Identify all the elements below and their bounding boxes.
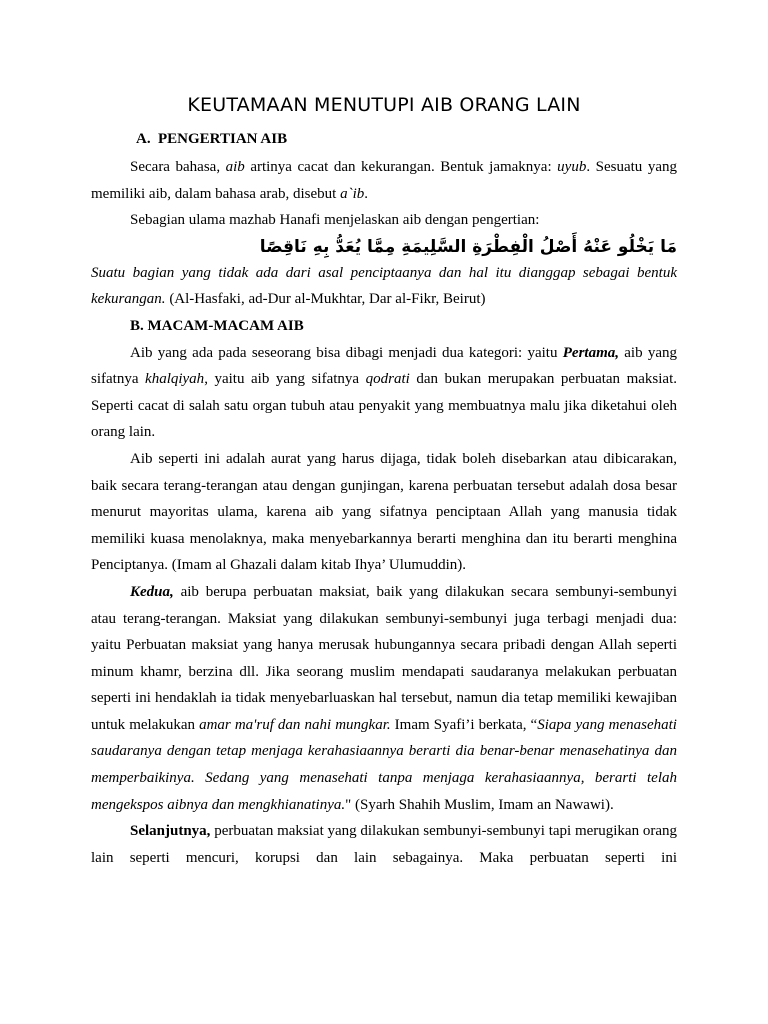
italic-term: khalqiyah (145, 371, 205, 388)
italic-term: uyub (557, 159, 587, 175)
paragraph-selanjutnya (91, 818, 677, 871)
section-a-title: PENGERTIAN AIB (158, 131, 288, 147)
translation-reference: (Al-Hasfaki, ad-Dur al-Mukhtar, Dar al-Fikr, Beirut) (165, 291, 486, 308)
paragraph-aurat: Aib seperti ini adalah aurat yang harus dijaga, tidak boleh disebarkan atau dibicarakan, baik secara terang-terangan atau dengan gunjingan, karena perbuatan tersebut adalah dosa besar menurut mayoritas ulama, karena aib yang sifatnya penciptaan Allah yang manusia tidak memiliki kuasa menolaknya, maka menyebarkannya berarti menghina dan itu berarti menghina Penciptanya. (Imam al Ghazali dalam kitab Ihya’ Ulumuddin). (91, 450, 677, 574)
bold-term: Selanjutnya, (130, 823, 211, 840)
italic-term: aib (225, 159, 245, 175)
italic-term: qodrati (365, 371, 410, 388)
paragraph-definition (91, 154, 677, 207)
text-run: Secara bahasa, (130, 159, 226, 175)
text-run: aib yang sifatnya (91, 344, 678, 388)
bold-italic-term: Kedua, (130, 583, 174, 600)
italic-term: amar ma'ruf dan nahi mungkar. (199, 716, 391, 733)
section-a-number: A. (136, 131, 151, 147)
text-run: artinya cacat dan kekurangan. Bentuk jamaknya: (244, 159, 558, 175)
text-run: , yaitu aib yang sifatnya (204, 371, 366, 388)
text-run: Aib yang ada pada seseorang bisa dibagi menjadi dua kategori: yaitu (130, 344, 563, 361)
text-run: Imam Syafi’i berkata, “ (390, 716, 538, 733)
paragraph-hanafi-intro: Sebagian ulama mazhab Hanafi menjelaskan aib dengan pengertian: (130, 212, 540, 229)
arabic-quote: مَا يَخْلُو عَنْهُ أَصْلُ الْفِطْرَةِ السَّلِيمَةِ مِمَّا يُعَدُّ بِهِ نَاقِصًا (259, 236, 677, 257)
paragraph-translation (91, 260, 677, 313)
text-run: aib berupa perbuatan maksiat, baik yang dilakukan secara sembunyi-sembunyi atau terang-terangan. Maksiat yang dilakukan sembunyi-sembunyi juga terbagi menjadi dua: yaitu Perbuatan maksiat yang hanya merusak hubungannya secara pribadi dengan Allah seperti minum khamr, berzina dll. Jika seorang muslim mendapati saudaranya melakukan perbuatan seperti ini hendaklah ia tidak menyebarluaskan hal tersebut, namun dia tetap memiliki kewajiban untuk melakukan (91, 583, 677, 733)
italic-quote: Siapa yang menasehati saudaranya dengan tetap menjaga kerahasiaannya berarti dia benar-benar menasehatinya dan memperbaikinya. Sedang yang menasehati tanpa menjaga kerahasiaannya, berarti telah mengekspos aibnya dan mengkhianatinya. (91, 716, 677, 813)
bold-italic-term: Pertama, (562, 344, 619, 361)
text-run: . (364, 185, 369, 202)
text-run: . Sesuatu yang memiliki aib, dalam bahasa arab, disebut (91, 159, 677, 202)
text-run: dan bukan merupakan perbuatan maksiat. Seperti cacat di salah satu organ tubuh atau penyakit yang membuatnya malu jika diketahui oleh orang lain. (91, 371, 677, 441)
paragraph-categories (91, 340, 677, 446)
section-b-heading: B. MACAM-MACAM AIB (130, 317, 304, 334)
paragraph-kedua (91, 579, 677, 818)
document-title: KEUTAMAAN MENUTUPI AIB ORANG LAIN (187, 94, 581, 116)
text-run: " (Syarh Shahih Muslim, Imam an Nawawi). (345, 796, 614, 813)
translation-text: Suatu bagian yang tidak ada dari asal penciptaanya dan hal itu dianggap sebagai bentuk kekurangan. (91, 264, 677, 308)
text-run: perbuatan maksiat yang dilakukan sembunyi-sembunyi tapi merugikan orang lain seperti mencuri, korupsi dan lain sebagainya. Maka perbuatan seperti ini (91, 823, 677, 866)
section-a-heading (136, 128, 677, 150)
italic-term: a`ib (340, 185, 365, 202)
